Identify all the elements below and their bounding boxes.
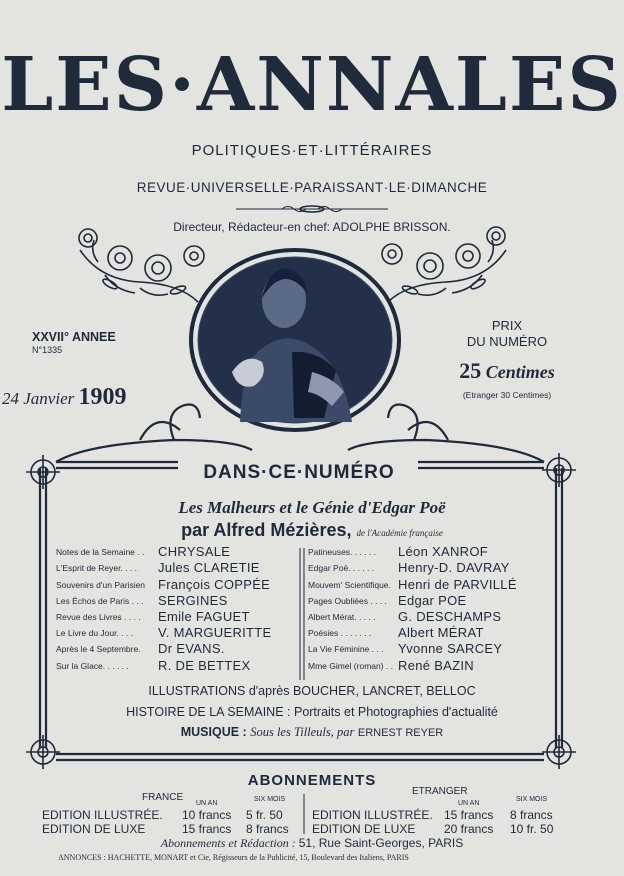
foreign-row [312, 822, 572, 836]
subscriptions-france [42, 792, 298, 836]
price-amount: 25 [459, 357, 482, 383]
foreign-heading: ETRANGER [412, 786, 468, 797]
contents-item-label: Mouvem' Scientifique. [308, 579, 391, 590]
feature-affiliation: de l'Académie française [356, 528, 443, 538]
contents-item-label: Albert Mérat. . . . . [308, 611, 376, 622]
price-label-line2: DU NUMÉRO [466, 334, 548, 350]
contents-item-author: Henri de PARVILLÉ [398, 576, 517, 592]
france-row [42, 808, 298, 822]
musique-author: ERNEST REYER [357, 727, 444, 739]
contents-item [308, 641, 552, 657]
france-heading: FRANCE [142, 792, 184, 803]
illustrations-value: BOUCHER, LANCRET, BELLOC [292, 684, 476, 698]
contents-item-author: François COPPÉE [158, 576, 271, 592]
price-amount-line [432, 357, 582, 385]
histoire-value: Portraits et Photographies d'actualité [293, 705, 498, 719]
office-address-line [0, 836, 624, 851]
feature-author: par Alfred Mézières, [181, 520, 352, 540]
contents-item-label: Pages Oubliées . . . . [308, 595, 387, 606]
musique-label: MUSIQUE : [180, 725, 247, 739]
foreign-row-year: 15 francs [444, 808, 494, 822]
france-row-year: 10 francs [182, 808, 232, 822]
histoire-credit [0, 705, 624, 719]
price-block [432, 318, 582, 401]
contents-item-label: Poésies . . . . . . . [308, 628, 372, 639]
contents-item [56, 641, 292, 657]
contents-item [56, 544, 292, 560]
contents-item [56, 576, 292, 592]
contents-item [308, 609, 552, 625]
contents-item-author: Yvonne SARCEY [398, 641, 503, 657]
contents-item-label: La Vie Féminine . . . [308, 644, 384, 655]
scroll-divider-ornament [236, 206, 388, 212]
contents-item-author: Léon XANROF [398, 544, 489, 560]
office-label: Abonnements et Rédaction : [160, 836, 296, 850]
issue-year-label: XXVII° ANNEE [32, 330, 116, 344]
issue-date-year: 1909 [78, 384, 127, 410]
france-col-year: UN AN [196, 800, 218, 807]
france-col-six: SIX MOIS [254, 796, 286, 803]
contents-item-label: Edgar Poë. . . . . . [308, 563, 375, 574]
right-floral-ornament [382, 227, 506, 302]
masthead-subtitle: POLITIQUES·ET·LITTÉRAIRES [191, 142, 433, 159]
histoire-label: HISTOIRE DE LA SEMAINE : [126, 705, 291, 719]
contents-item-label: L'Esprit de Reyer. . . . [56, 563, 137, 574]
contents-item-label: Le Livre du Jour. . . . [56, 628, 134, 639]
contents-item-label: Patineuses. . . . . . [308, 547, 377, 558]
left-floral-ornament [79, 229, 204, 302]
contents-right-column [308, 544, 552, 674]
france-row-edition: EDITION ILLUSTRÉE. [42, 808, 163, 822]
contents-item [56, 609, 292, 625]
contents-item-label: Notes de la Semaine . . [56, 547, 145, 558]
contents-heading: DANS·CE·NUMÉRO [180, 462, 418, 484]
issue-date [2, 384, 126, 411]
france-row [42, 822, 298, 836]
office-address: 51, Rue Saint-Georges, PARIS [298, 836, 464, 850]
annonces-line: ANNONCES : HACHETTE, MONART et Cie, Régisseurs de la Publicité, 15, Boulevard des Italiens, PARIS [58, 853, 409, 862]
contents-item-author: SERGINES [158, 592, 228, 608]
contents-item-author: CHRYSALE [158, 544, 231, 560]
contents-item [56, 560, 292, 576]
musique-credit [0, 725, 624, 740]
foreign-row-year: 20 francs [444, 822, 494, 836]
masthead-tagline: REVUE·UNIVERSELLE·PARAISSANT·LE·DIMANCHE [136, 180, 488, 195]
foreign-row-edition: EDITION DE LUXE [312, 822, 416, 836]
price-label-line1: PRIX [491, 318, 523, 333]
contents-item [56, 657, 292, 673]
contents-item [308, 625, 552, 641]
illustrations-label: ILLUSTRATIONS d'après [148, 684, 290, 698]
feature-title: Les Malheurs et le Génie d'Edgar Poë [178, 498, 446, 517]
france-row-edition: EDITION DE LUXE [42, 822, 146, 836]
contents-item [56, 593, 292, 609]
contents-item-label: Les Échos de Paris . . . [56, 595, 144, 606]
contents-item-author: R. DE BETTEX [158, 657, 251, 673]
france-row-six: 5 fr. 50 [246, 808, 283, 822]
contents-item-author: Dr EVANS. [158, 641, 225, 657]
issue-date-day: 24 Janvier [2, 389, 75, 408]
contents-item-author: Jules CLARETIE [158, 560, 260, 576]
foreign-row [312, 808, 572, 822]
foreign-row-edition: EDITION ILLUSTRÉE. [312, 808, 433, 822]
contents-left-column [56, 544, 292, 674]
contents-item [308, 593, 552, 609]
foreign-col-year: UN AN [458, 800, 480, 807]
contents-item [308, 544, 552, 560]
masthead-title: LES·ANNALES [1, 42, 623, 128]
contents-item-label: Revue des Livres . . . . [56, 611, 141, 622]
feature-author-line [0, 520, 624, 541]
contents-item-author: G. DESCHAMPS [398, 608, 502, 624]
musique-value: Sous les Tilleuls, par [250, 725, 355, 739]
foreign-row-six: 8 francs [510, 808, 553, 822]
foreign-col-six: SIX MOIS [516, 796, 548, 803]
contents-item-author: Albert MÉRAT [398, 625, 484, 641]
contents-item [308, 560, 552, 576]
issue-info [32, 330, 116, 355]
france-row-six: 8 francs [246, 822, 289, 836]
issue-number: N°1335 [32, 345, 63, 355]
price-foreign: (Etranger 30 Centimes) [462, 390, 552, 400]
contents-item [308, 576, 552, 592]
contents-item-label: Sur la Glace. . . . . . [56, 660, 129, 671]
price-unit: Centimes [485, 361, 555, 382]
contents-item [56, 625, 292, 641]
contents-item-label: Après le 4 Septembre. [56, 644, 141, 655]
france-row-year: 15 francs [182, 822, 232, 836]
contents-item-author: V. MARGUERITTE [158, 625, 272, 641]
contents-item-author: Emile FAGUET [158, 608, 250, 624]
portrait-medallion [191, 250, 399, 430]
subscriptions-title: ABONNEMENTS [247, 772, 377, 789]
contents-item-label: Souvenirs d'un Parisien [56, 579, 146, 590]
contents-item-author: Henry-D. DAVRAY [398, 560, 510, 576]
foreign-row-six: 10 fr. 50 [510, 822, 554, 836]
contents-item-label: Mme Gimel (roman) . . [308, 660, 394, 671]
contents-item-author: René BAZIN [398, 657, 474, 673]
contents-item-author: Edgar POE [398, 592, 467, 608]
subscriptions-foreign [312, 786, 572, 836]
director-line: Directeur, Rédacteur-en chef: ADOLPHE BRISSON. [173, 220, 451, 234]
contents-item [308, 657, 552, 673]
illustrations-credit [0, 684, 624, 698]
